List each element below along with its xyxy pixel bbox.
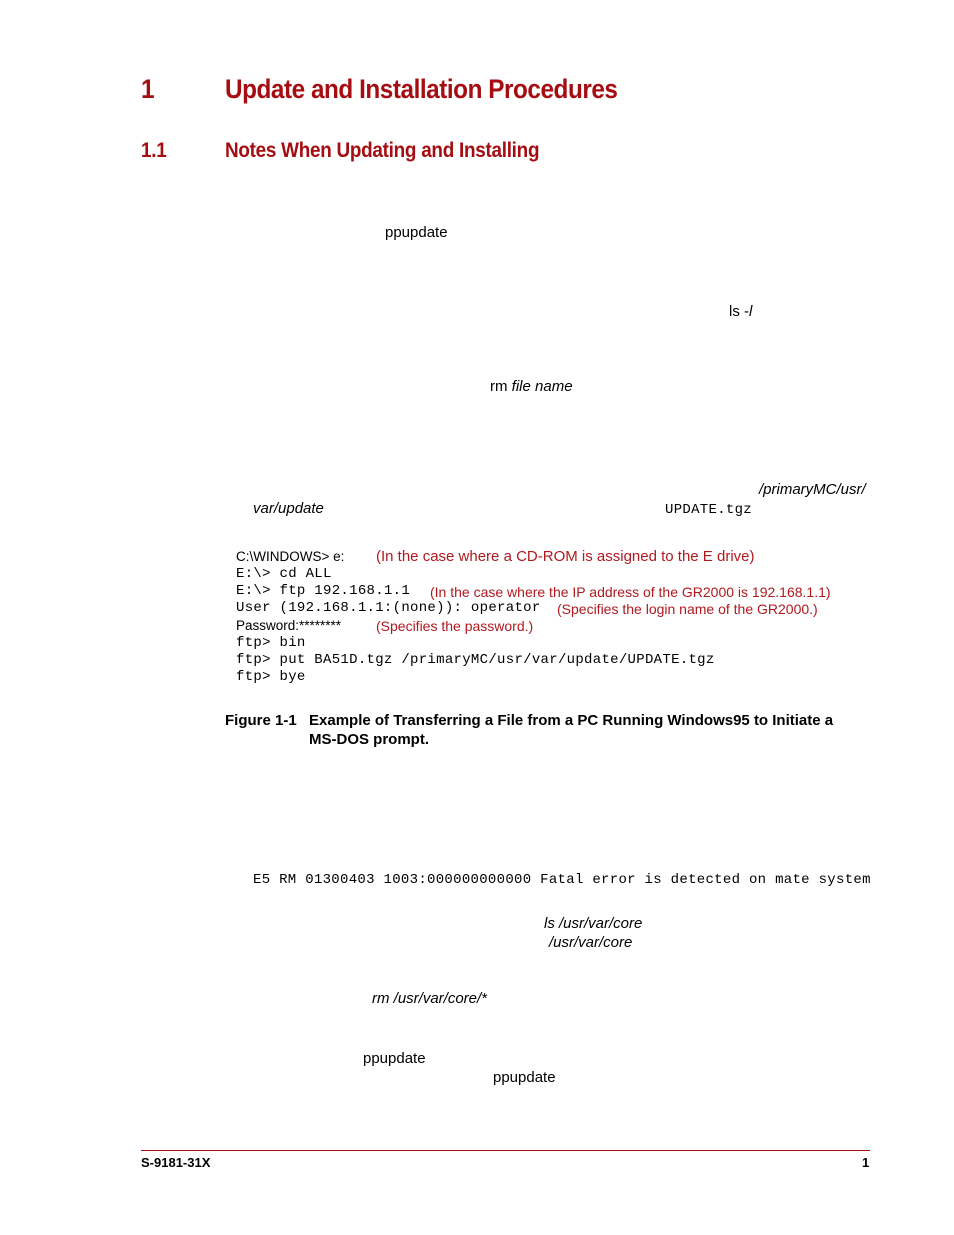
figure-caption-label: Figure 1-1 bbox=[225, 712, 297, 729]
footer-doc-id: S-9181-31X bbox=[141, 1155, 211, 1170]
ls-command bbox=[729, 303, 752, 320]
update-filename: UPDATE.tgz bbox=[665, 502, 753, 518]
rm-argument: file name bbox=[511, 378, 573, 395]
rm-core-command: rm /usr/var/core/* bbox=[372, 990, 488, 1007]
ppupdate-term: ppupdate bbox=[385, 224, 448, 241]
ls-core-command: ls /usr/var/core bbox=[544, 915, 643, 932]
figure-line-cmd: ftp> bye bbox=[236, 669, 306, 685]
figure-line-cmd: E:\> ftp 192.168.1.1 bbox=[236, 583, 411, 599]
update-path-part1: /primaryMC/usr/ bbox=[759, 481, 866, 498]
figure-line-note: (Specifies the password.) bbox=[376, 618, 534, 634]
error-message: E5 RM 01300403 1003:000000000000 Fatal error is detected on mate system bbox=[253, 872, 871, 888]
chapter-number: 1 bbox=[141, 74, 155, 104]
ls-flag: l bbox=[749, 303, 753, 320]
chapter-title: Update and Installation Procedures bbox=[225, 74, 618, 104]
ls-command-text: ls - bbox=[729, 303, 749, 320]
ppupdate-term: ppupdate bbox=[363, 1050, 426, 1067]
figure-line-cmd: ftp> put BA51D.tgz /primaryMC/usr/var/update/UPDATE.tgz bbox=[236, 652, 715, 668]
figure-line-cmd: ftp> bin bbox=[236, 635, 306, 651]
figure-line-cmd: Password:******** bbox=[236, 618, 342, 633]
figure-line-note: (In the case where a CD-ROM is assigned to the E drive) bbox=[376, 548, 755, 565]
rm-command bbox=[490, 378, 573, 395]
figure-line-note: (In the case where the IP address of the GR2000 is 192.168.1.1) bbox=[430, 584, 831, 600]
figure-caption-line1: Example of Transferring a File from a PC Running Windows95 to Initiate a bbox=[309, 712, 834, 729]
figure-line-cmd: E:\> cd ALL bbox=[236, 566, 332, 582]
footer-page-number: 1 bbox=[862, 1155, 870, 1170]
section-title: Notes When Updating and Installing bbox=[225, 139, 540, 162]
core-directory: /usr/var/core bbox=[549, 934, 633, 951]
figure-line-note: (Specifies the login name of the GR2000.) bbox=[557, 601, 818, 617]
figure-line-cmd: C:\WINDOWS> e: bbox=[236, 549, 345, 564]
figure-line-cmd: User (192.168.1.1:(none)): operator bbox=[236, 600, 541, 616]
section-number: 1.1 bbox=[141, 139, 167, 162]
rm-command-text: rm bbox=[490, 378, 512, 395]
update-path-part2: var/update bbox=[253, 500, 324, 517]
footer-rule bbox=[141, 1150, 870, 1151]
ppupdate-term: ppupdate bbox=[493, 1069, 556, 1086]
figure-caption-line2: MS-DOS prompt. bbox=[309, 731, 429, 748]
